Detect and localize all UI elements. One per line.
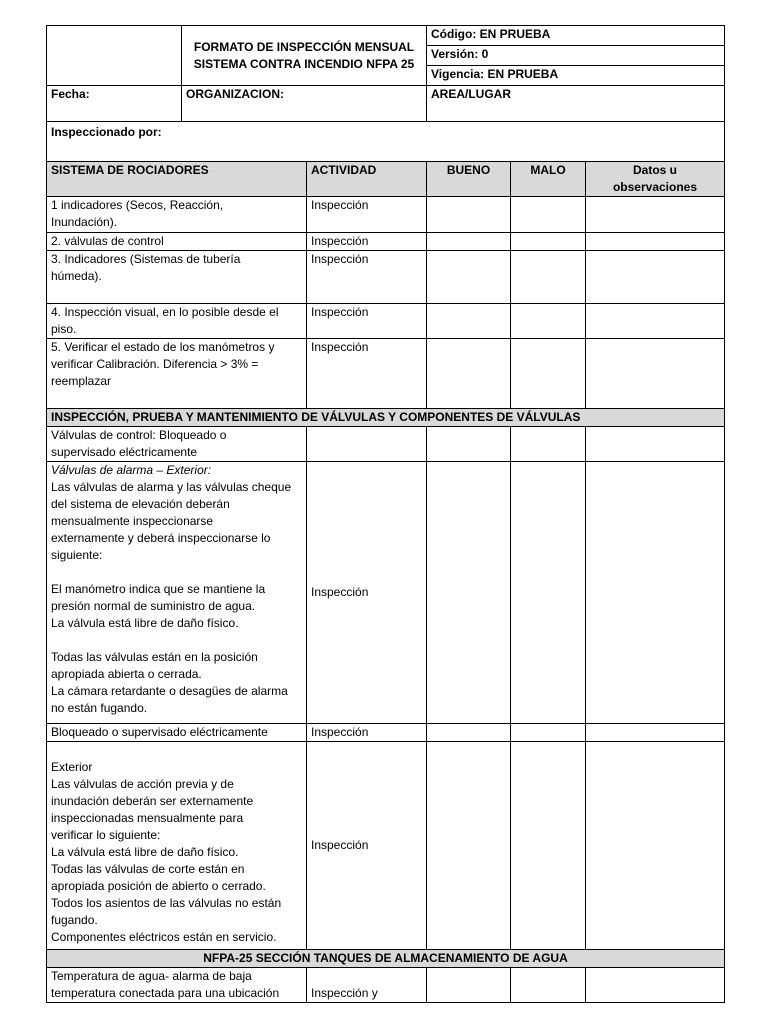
item-cell: [47, 462, 307, 724]
actividad-cell: Inspección y: [307, 968, 427, 1003]
actividad-cell: Inspección: [307, 742, 427, 950]
observaciones-cell[interactable]: [586, 251, 725, 304]
observaciones-cell[interactable]: [586, 724, 725, 742]
observaciones-cell[interactable]: [586, 427, 725, 462]
actividad-cell: Inspección: [307, 339, 427, 409]
codigo-field: Código: EN PRUEBA: [427, 26, 725, 46]
bueno-cell[interactable]: [427, 304, 511, 339]
observaciones-cell[interactable]: [586, 233, 725, 251]
vigencia-field: Vigencia: EN PRUEBA: [427, 66, 725, 86]
item-text: Las válvulas de alarma y las válvulas cheque del sistema de elevación deberán mensualmente inspeccionarse externamente y deberá inspeccionarse lo siguiente: El manómetro indica que se mantiene la presión normal de suministro de agua. La válvula está libre de daño físico. Todas las válvulas están en la posición apropiada abierta o cerrada. La cámara retardante o desagües de alarma no están fugando.: [51, 480, 292, 715]
malo-cell[interactable]: [511, 339, 586, 409]
table-row: [47, 251, 725, 304]
section-row: [47, 409, 725, 427]
observaciones-cell[interactable]: [586, 462, 725, 724]
column-header: MALO: [511, 162, 586, 197]
item-cell: 2. válvulas de control: [47, 233, 307, 251]
observaciones-cell[interactable]: [586, 304, 725, 339]
malo-cell[interactable]: [511, 462, 586, 724]
column-header: ACTIVIDAD: [307, 162, 427, 197]
actividad-cell: Inspección: [307, 233, 427, 251]
item-cell: Temperatura de agua- alarma de baja temperatura conectada para una ubicación: [47, 968, 307, 1003]
malo-cell[interactable]: [511, 724, 586, 742]
section-heading: INSPECCIÓN, PRUEBA Y MANTENIMIENTO DE VÁLVULAS Y COMPONENTES DE VÁLVULAS: [47, 409, 725, 427]
bueno-cell[interactable]: [427, 233, 511, 251]
table-row: [47, 233, 725, 251]
table-row: [47, 742, 725, 950]
bueno-cell[interactable]: [427, 724, 511, 742]
malo-cell[interactable]: [511, 427, 586, 462]
item-cell: 3. Indicadores (Sistemas de tubería húmeda).: [47, 251, 307, 304]
bueno-cell[interactable]: [427, 339, 511, 409]
organizacion-field[interactable]: ORGANIZACION:: [182, 86, 427, 122]
form-title: FORMATO DE INSPECCIÓN MENSUAL SISTEMA CONTRA INCENDIO NFPA 25: [182, 26, 427, 86]
malo-cell[interactable]: [511, 233, 586, 251]
table-row: [47, 304, 725, 339]
actividad-cell: Inspección: [307, 462, 427, 724]
item-cell: Válvulas de control: Bloqueado o supervisado eléctricamente: [47, 427, 307, 462]
observaciones-cell[interactable]: [586, 968, 725, 1003]
section-heading: NFPA-25 SECCIÓN TANQUES DE ALMACENAMIENTO DE AGUA: [47, 950, 725, 968]
observaciones-cell[interactable]: [586, 197, 725, 233]
malo-cell[interactable]: [511, 742, 586, 950]
column-header: BUENO: [427, 162, 511, 197]
column-header-row: [47, 162, 725, 197]
malo-cell[interactable]: [511, 251, 586, 304]
table-row: [47, 968, 725, 1003]
bueno-cell[interactable]: [427, 251, 511, 304]
header-table: [46, 25, 725, 162]
bueno-cell[interactable]: [427, 462, 511, 724]
actividad-cell: [307, 427, 427, 462]
table-row: [47, 197, 725, 233]
table-row: [47, 462, 725, 724]
table-row: [47, 724, 725, 742]
item-cell: Bloqueado o supervisado eléctricamente: [47, 724, 307, 742]
column-header: Datos u observaciones: [586, 162, 725, 197]
item-cell: 4. Inspección visual, en lo posible desde el piso.: [47, 304, 307, 339]
logo-cell: [47, 26, 182, 86]
inspeccionado-por-field[interactable]: Inspeccionado por:: [47, 122, 725, 162]
column-header: SISTEMA DE ROCIADORES: [47, 162, 307, 197]
observaciones-cell[interactable]: [586, 339, 725, 409]
area-lugar-field[interactable]: AREA/LUGAR: [427, 86, 725, 122]
malo-cell[interactable]: [511, 304, 586, 339]
item-title: Válvulas de alarma – Exterior:: [51, 463, 212, 477]
malo-cell[interactable]: [511, 968, 586, 1003]
table-row: [47, 427, 725, 462]
malo-cell[interactable]: [511, 197, 586, 233]
actividad-cell: Inspección: [307, 304, 427, 339]
section-row: [47, 950, 725, 968]
item-cell: 1 indicadores (Secos, Reacción, Inundación).: [47, 197, 307, 233]
actividad-cell: Inspección: [307, 724, 427, 742]
bueno-cell[interactable]: [427, 742, 511, 950]
fecha-field[interactable]: Fecha:: [47, 86, 182, 122]
bueno-cell[interactable]: [427, 427, 511, 462]
item-cell: Exterior Las válvulas de acción previa y de inundación deberán ser externamente inspeccionadas mensualmente para verificar lo siguiente: La válvula está libre de daño físico. Todas las válvulas de corte están en apropiada posición de abierto o cerrado. Todos los asientos de las válvulas no están fugando. Componentes eléctricos están en servicio.: [47, 742, 307, 950]
version-field: Versión: 0: [427, 46, 725, 66]
inspection-table: [46, 161, 725, 1003]
item-cell: 5. Verificar el estado de los manómetros y verificar Calibración. Diferencia > 3% = reemplazar: [47, 339, 307, 409]
bueno-cell[interactable]: [427, 968, 511, 1003]
actividad-cell: Inspección: [307, 197, 427, 233]
actividad-cell: Inspección: [307, 251, 427, 304]
bueno-cell[interactable]: [427, 197, 511, 233]
observaciones-cell[interactable]: [586, 742, 725, 950]
table-row: [47, 339, 725, 409]
